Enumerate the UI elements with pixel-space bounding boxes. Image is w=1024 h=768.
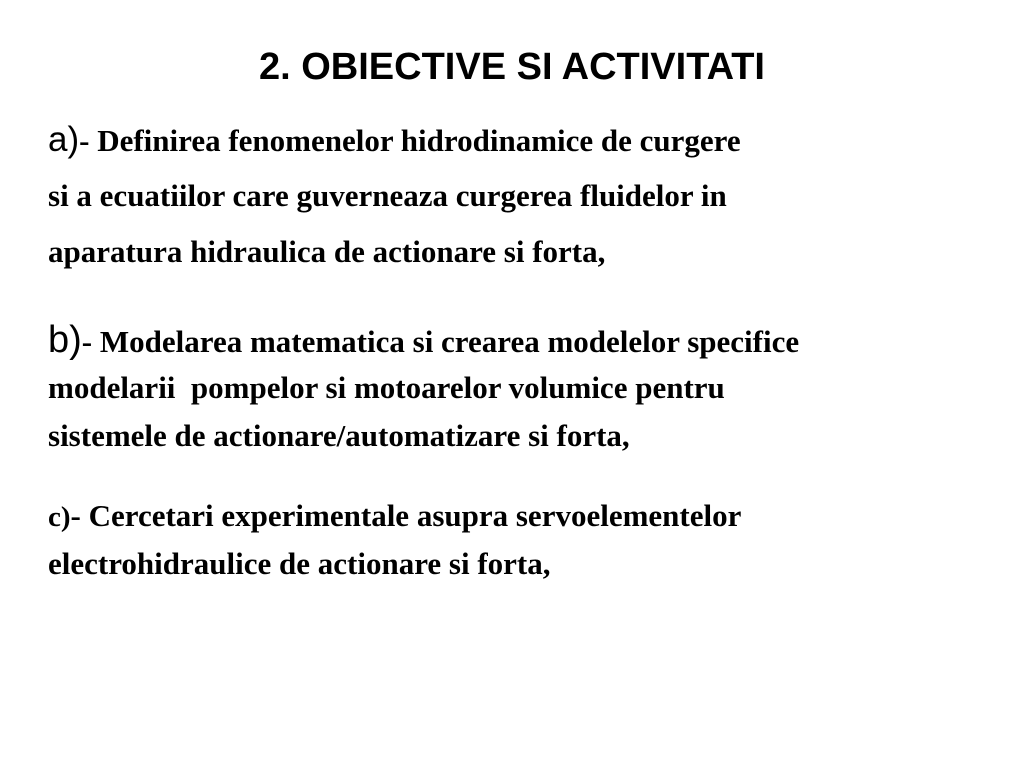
objective-item-c — [48, 494, 1018, 590]
item-line — [48, 118, 1018, 174]
item-line — [48, 318, 1018, 366]
item-line-text: - Definirea fenomenelor hidrodinamice de curgere — [79, 123, 741, 158]
item-line: electrohidraulice de actionare si forta, — [48, 546, 551, 581]
item-line: modelarii pompelor si motoarelor volumice pentru — [48, 370, 725, 405]
item-line-text: - Modelarea matematica si crearea modelelor specifice — [81, 324, 800, 359]
objective-item-b — [48, 318, 1018, 462]
item-line: aparatura hidraulica de actionare si forta, — [48, 234, 606, 269]
item-line: si a ecuatiilor care guverneaza curgerea fluidelor in — [48, 178, 727, 213]
item-line — [48, 494, 1018, 542]
item-marker: b) — [48, 319, 82, 361]
item-line-text: - Cercetari experimentale asupra servoelementelor — [70, 498, 742, 533]
item-marker: c) — [48, 501, 71, 533]
item-marker: a) — [48, 120, 80, 159]
item-line: sistemele de actionare/automatizare si forta, — [48, 418, 630, 453]
page-title: 2. OBIECTIVE SI ACTIVITATI — [258, 46, 765, 88]
objective-item-a — [48, 118, 1018, 286]
